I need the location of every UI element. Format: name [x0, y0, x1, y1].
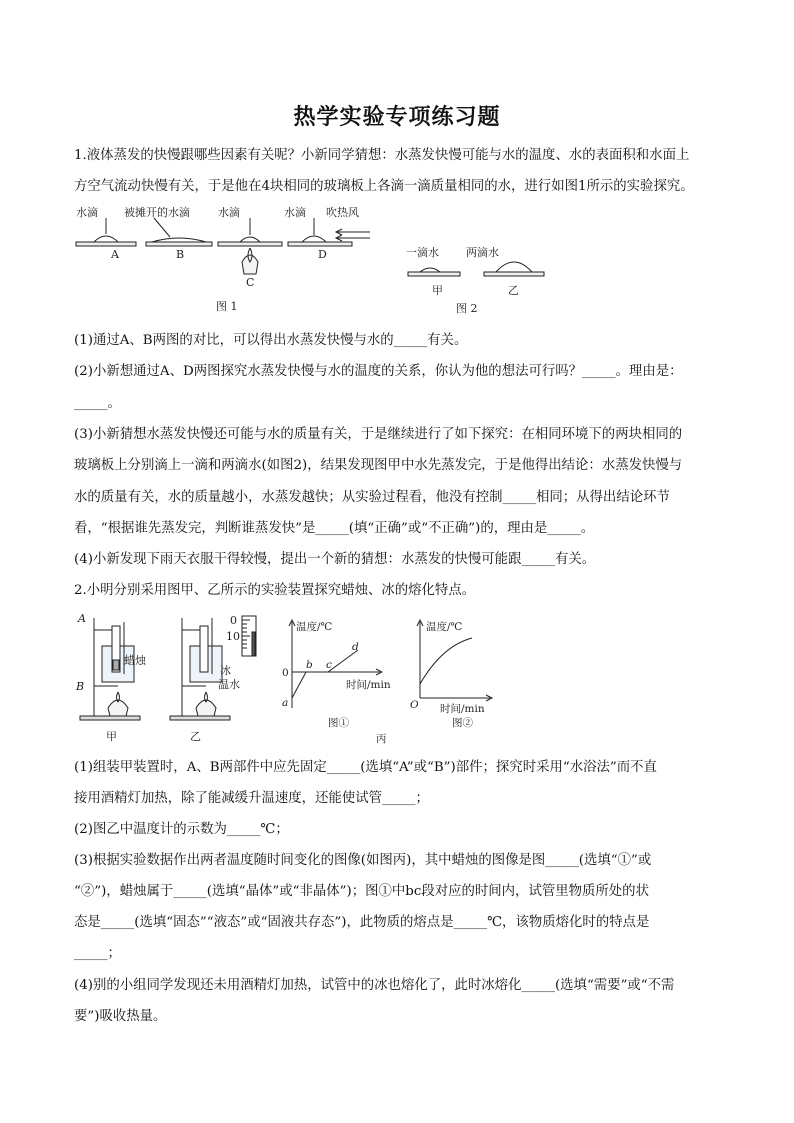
q2-stem: 2.小明分别采用图甲、乙所示的实验装置探究蜡烛、冰的熔化特点。: [74, 583, 476, 598]
jia-label-b: B: [76, 680, 85, 693]
g2-origin: O: [410, 699, 419, 711]
yi-tick-10: 10: [226, 630, 240, 643]
q2-figure-jia: [74, 612, 154, 742]
q2-part-3-line-1: (3)根据实验数据作出两者温度随时间变化的图像(如图丙)，其中蜡烛的图像是图_____(选填“①”或: [74, 853, 652, 868]
q2-part-3-line-2: “②”)，蜡烛属于_____(选填“晶体”或“非晶体”)；图①中bc段对应的时间内，试管里物质所处的状: [74, 884, 649, 899]
q1-figure-1: [74, 204, 374, 316]
fig1-cap-d: D: [318, 248, 327, 261]
fig2-label-jia: 一滴水: [406, 246, 439, 259]
bing-caption: 丙: [376, 733, 387, 745]
fig1-label-wind: 吹热风: [326, 206, 359, 219]
fig2-caption: 图 2: [456, 302, 478, 315]
q1-part-3-line-1: (3)小新猜想水蒸发快慢还可能与水的质量有关，于是继续进行了如下探究：在相同环境下的两块相同的: [74, 427, 683, 442]
q1-part-1: (1)通过A、B两图的对比，可以得出水蒸发快慢与水的_____有关。: [74, 333, 468, 348]
q1-part-3-line-2: 玻璃板上分别滴上一滴和两滴水(如图2)，结果发现图甲中水先蒸发完，于是他得出结论：水蒸发快慢与: [74, 458, 683, 473]
g1-pt-d: d: [352, 641, 359, 653]
fig1-label-b: 被摊开的水滴: [124, 206, 190, 219]
yi-caption: 乙: [190, 730, 201, 742]
fig1-cap-a: A: [111, 248, 119, 261]
g2-ylabel: 温度/℃: [426, 621, 463, 633]
q2-figure-yi: [168, 612, 268, 742]
q2-part-4-line-2: 要”)吸收热量。: [74, 1009, 167, 1024]
g1-pt-b: b: [306, 659, 313, 671]
fig1-cap-b: B: [176, 248, 185, 261]
yi-label-water: 温水: [218, 678, 240, 691]
fig1-cap-c: C: [246, 276, 255, 289]
q1-part-4: (4)小新发现下雨天衣服干得较慢，提出一个新的猜想：水蒸发的快慢可能跟_____有关。: [74, 552, 596, 567]
q1-figure-2: [402, 242, 562, 318]
fig1-label-c: 水滴: [218, 206, 240, 219]
jia-label-a: A: [78, 612, 86, 625]
q2-part-3-line-3: 态是_____(选填“固态”“液态”或“固液共存态”)，此物质的熔点是_____℃，该物质熔化时的特点是: [74, 915, 650, 930]
g2-caption: 图②: [452, 717, 473, 729]
g1-ylabel: 温度/℃: [296, 621, 333, 633]
q2-part-1-line-2: 接用酒精灯加热，除了能减缓升温速度，还能使试管_____；: [74, 791, 429, 806]
q2-part-3-line-4: _____；: [74, 946, 121, 961]
jia-caption: 甲: [106, 730, 117, 742]
q1-part-3-line-3: 水的质量有关，水的质量越小，水蒸发越快；从实验过程看，他没有控制_____相同；从得出结论环节: [74, 490, 670, 505]
yi-tick-0: 0: [230, 614, 237, 627]
fig2-cap-jia: 甲: [432, 284, 443, 297]
g2-xlabel: 时间/min: [440, 703, 485, 715]
fig1-label-d: 水滴: [284, 206, 306, 219]
g1-pt-a: a: [282, 697, 289, 709]
g1-pt-c: c: [326, 659, 332, 671]
q2-part-2: (2)图乙中温度计的示数为_____℃；: [74, 822, 289, 837]
yi-label-ice: 冰: [220, 664, 231, 677]
q2-part-1-line-1: (1)组装甲装置时，A、B两部件中应先固定_____(选填“A”或“B”)部件；探究时采用“水浴法”而不直: [74, 760, 657, 775]
q1-part-2-line-1: (2)小新想通过A、D两图探究水蒸发快慢与水的温度的关系，你认为他的想法可行吗？_____。理由是：: [74, 364, 683, 379]
jia-label-wax: 蜡烛: [124, 654, 146, 667]
q1-stem-line-1: 1.液体蒸发的快慢跟哪些因素有关呢？小新同学猜想：水蒸发快慢可能与水的温度、水的表面积和水面上: [74, 148, 690, 163]
q2-part-4-line-1: (4)别的小组同学发现还未用酒精灯加热，试管中的冰也熔化了，此时冰熔化_____(选填“需要”或“不需: [74, 978, 675, 993]
g1-zero: 0: [282, 667, 289, 679]
page-title: 热学实验专项练习题: [293, 104, 501, 130]
fig2-label-yi: 两滴水: [466, 246, 499, 259]
fig2-cap-yi: 乙: [508, 284, 519, 297]
fig1-caption: 图 1: [216, 300, 238, 313]
q1-part-3-line-4: 看，“根据谁先蒸发完，判断谁蒸发快”是_____(填“正确”或“不正确”)的，理由是_____。: [74, 521, 595, 536]
q2-figure-bing: [276, 616, 496, 746]
g1-caption: 图①: [328, 717, 349, 729]
fig1-label-a: 水滴: [76, 206, 98, 219]
g1-xlabel: 时间/min: [346, 679, 391, 691]
q1-stem-line-2: 方空气流动快慢有关，于是他在4块相同的玻璃板上各滴一滴质量相同的水，进行如图1所示的实验探究。: [74, 179, 694, 194]
q1-part-2-line-2: _____。: [74, 396, 121, 411]
